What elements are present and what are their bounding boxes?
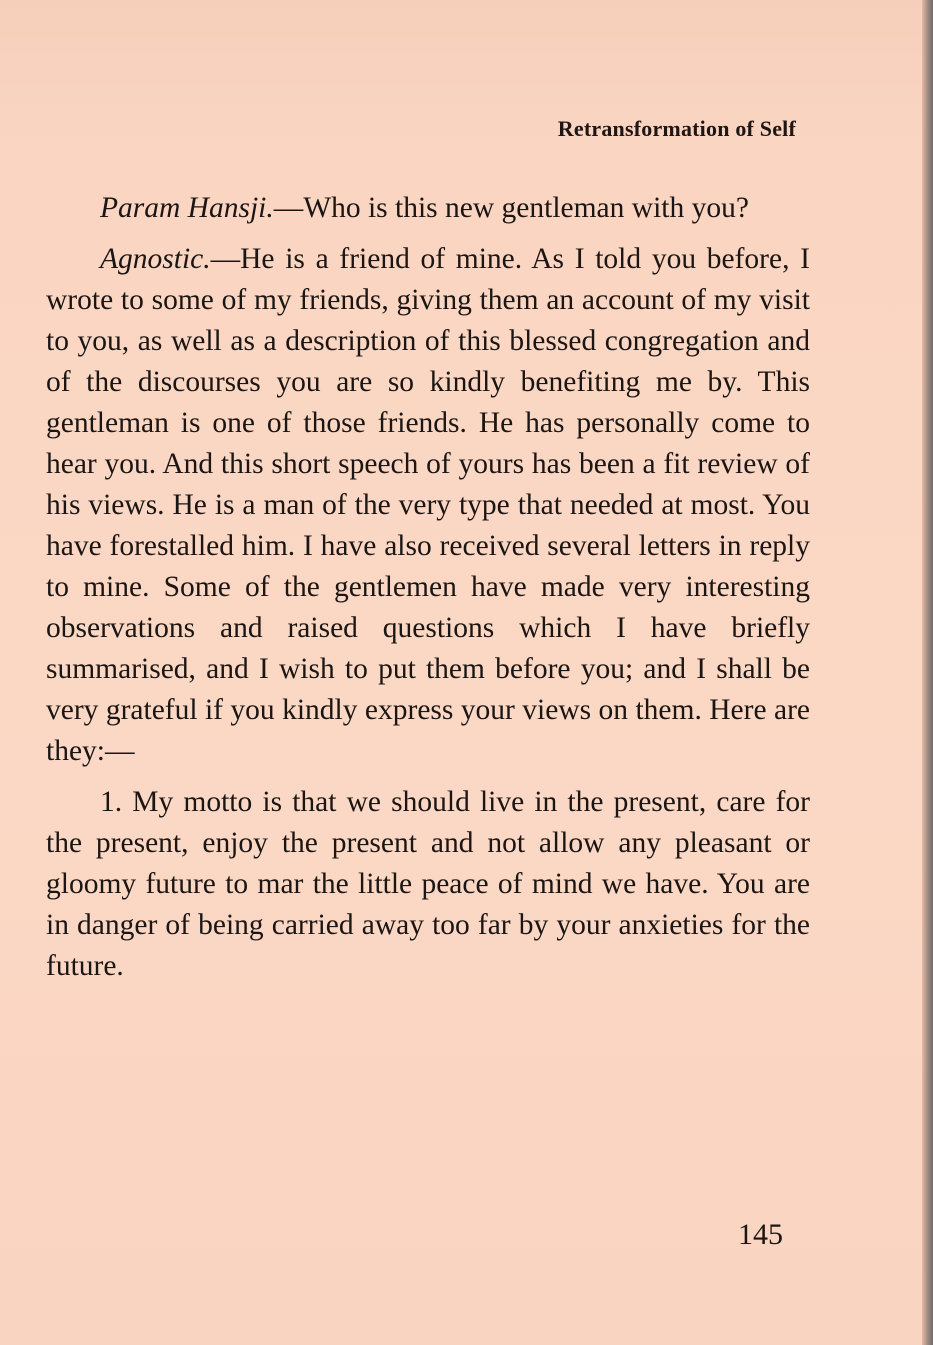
paragraph-text: 1. My motto is that we should live in the present, care for the present, enjoy the present and not allow any pleasant or gloomy future to mar the little peace of mind we have. You are in danger of being carried away too far by your anxieties for the future. [46, 786, 810, 982]
paragraph-agnostic [46, 239, 810, 772]
speaker-name: Param Hansji. [100, 192, 274, 224]
paragraph-param-hansji [46, 188, 810, 229]
paragraph-text: —He is a friend of mine. As I told you before, I wrote to some of my friends, giving them an account of my visit to you, as well as a description of this blessed congregation and of the discourses you are so kindly benefiting me by. This gentleman is one of those friends. He has personally come to hear you. And this short speech of yours has been a fit review of his views. He is a man of the very type that needed at most. You have forestalled him. I have also received several letters in reply to mine. Some of the gentlemen have made very interesting observations and raised questions which I have briefly summarised, and I wish to put them before you; and I shall be very grateful if you kindly express your views on them. Here are they:— [46, 243, 810, 767]
body-text [46, 188, 810, 987]
page-edge-shadow [922, 0, 933, 1345]
page-number: 145 [738, 1218, 783, 1251]
paragraph-text: —Who is this new gentleman with you? [273, 192, 749, 224]
paragraph-point-1 [46, 782, 810, 987]
speaker-name: Agnostic. [100, 243, 211, 275]
running-head: Retransformation of Self [557, 116, 796, 141]
